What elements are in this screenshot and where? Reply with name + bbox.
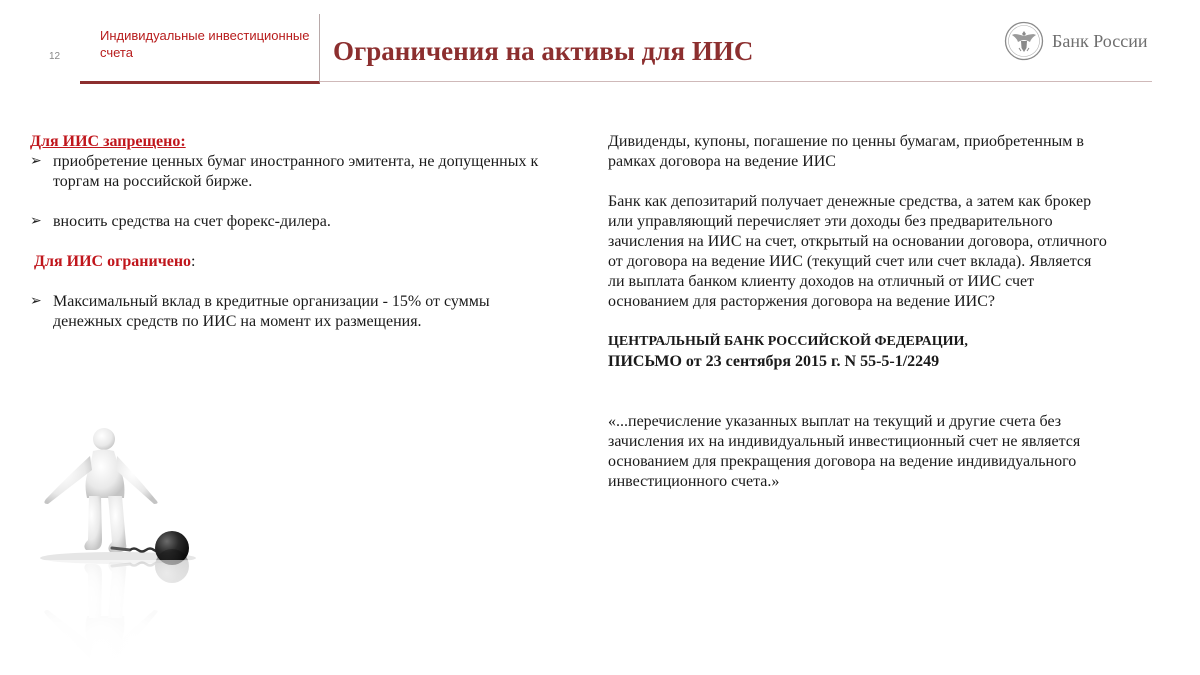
list-item (30, 212, 550, 232)
figure-with-ball-and-chain (38, 408, 210, 666)
prohibited-heading: Для ИИС запрещено: (30, 133, 186, 150)
right-column (608, 132, 1108, 492)
prohibited-item: вносить средства на счет форекс-дилера. (53, 213, 331, 230)
limited-item: Максимальный вклад в кредитные организации - 15% от суммы денежных средств по ИИС на момент их размещения. (53, 293, 490, 330)
page-number: 12 (49, 51, 61, 62)
limited-heading-colon: : (191, 253, 196, 270)
header-divider (320, 81, 1152, 82)
prohibited-item: приобретение ценных бумаг иностранного эмитента, не допущенных к торгам на российской бирже. (53, 153, 539, 190)
limited-heading: Для ИИС ограничено (34, 253, 192, 270)
letter-quote: «...перечисление указанных выплат на текущий и другие счета без зачисления их на индивидуальный инвестиционный счет не является основанием для прекращения договора на ведение индивидуального инвестиционного счета.» (608, 413, 1081, 490)
logo-text: Банк России (1052, 30, 1148, 51)
list-item (30, 152, 550, 192)
list-item (30, 292, 550, 332)
bank-logo (1004, 21, 1147, 61)
slide-title: Ограничения на активы для ИИС (333, 36, 754, 66)
eagle-emblem-icon (1004, 21, 1044, 61)
section-title: Индивидуальные инвестиционные счета (100, 28, 310, 60)
header-section-box (80, 14, 320, 84)
limited-heading-row (30, 252, 550, 272)
question-body: Банк как депозитарий получает денежные средства, а затем как брокер или управляющий перечисляет эти доходы без предварительного зачисления на ИИС на счет, открытый на основании договора, отличного от договора на ведение ИИС (текущий счет или счет вклада). Является ли выплата банком клиенту доходов на отличный от ИИС счет основанием для расторжения договора на ведение ИИС? (608, 193, 1107, 310)
arrowhead-bullet-icon: ➢ (30, 214, 42, 229)
arrowhead-bullet-icon: ➢ (30, 294, 42, 309)
arrowhead-bullet-icon: ➢ (30, 154, 42, 169)
left-column (30, 132, 550, 332)
question-title: Дивиденды, купоны, погашение по ценны бумагам, приобретенным в рамках договора на ведение ИИС (608, 133, 1084, 170)
letter-title: ПИСЬМО от 23 сентября 2015 г. N 55-5-1/2249 (608, 353, 940, 370)
letter-organization: ЦЕНТРАЛЬНЫЙ БАНК РОССИЙСКОЙ ФЕДЕРАЦИИ, (608, 334, 968, 349)
